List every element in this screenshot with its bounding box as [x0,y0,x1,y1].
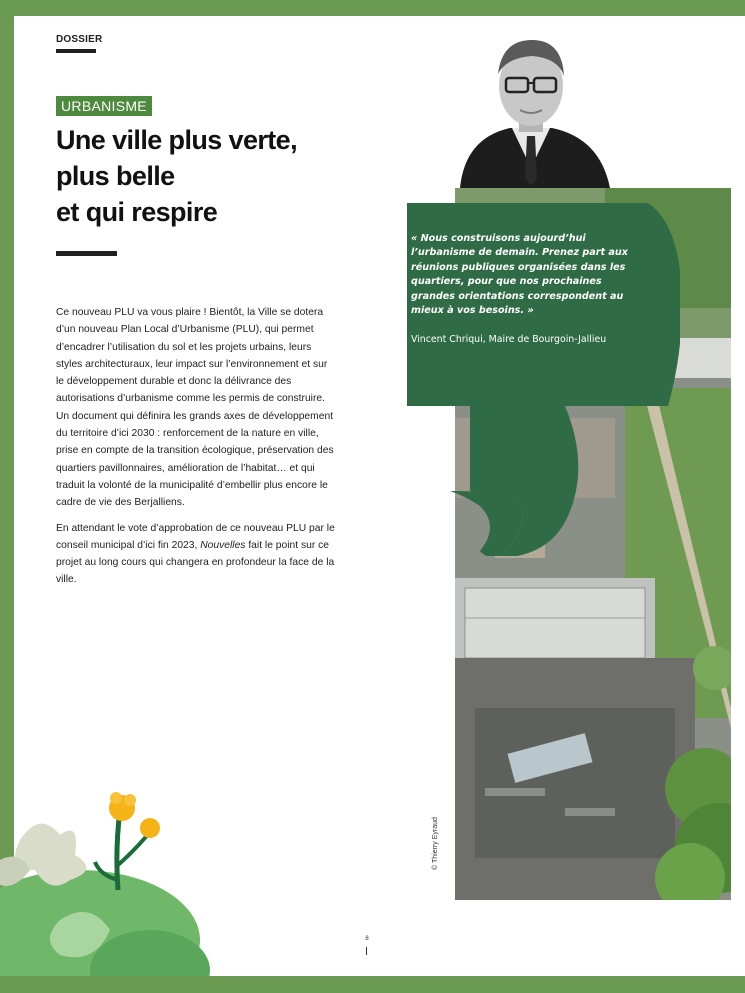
headline [56,122,376,230]
headline-line-1: Une ville plus verte, [56,125,297,155]
page-number-tick [366,947,367,955]
page-number: 8 [365,936,369,942]
paragraph-2-start: En attendant le vote d’approbation de ce nouveau PLU par le conseil municipal d’ici fin 2023, [56,522,335,551]
article-body [56,304,338,597]
headline-line-2: plus belle [56,161,175,191]
headline-line-3: et qui respire [56,197,218,227]
flower-decoration [0,770,210,976]
photo-credit: © Thierry Eyraud [432,817,439,870]
magazine-name: Nouvelles [200,539,246,551]
bottom-frame-bar [0,976,745,993]
quote-author: Vincent Chriqui, Maire de Bourgoin-Jallieu [411,334,607,345]
paragraph-2-end: fait le point sur ce projet au long cours qui changera en profondeur la face de la ville. [56,539,335,586]
topic-kicker: URBANISME [56,96,152,116]
paragraph-2 [56,520,338,589]
paragraph-1: Ce nouveau PLU va vous plaire ! Bientôt, la Ville se dotera d’un nouveau Plan Local d’Urbanisme (PLU), qui permet d’encadrer l’utilisation du sol et les projets urbains, leurs styles architecturaux, leur impact sur l’environnement et sur le développement durable et donc la délivrance des autorisations d’urbanisme comme les permis de construire. Un document qui définira les grands axes de développement du territoire d’ici 2030 : renforcement de la nature en ville, prise en compte de la transition écologique, préservation des quartiers pavillonnaires, amélioration de l’habitat… et qui traduit la volonté de la municipalité d’embellir plus encore le cadre de vie des Berjalliens. [56,307,334,509]
section-underline [56,49,96,53]
title-rule [56,251,117,256]
section-label: DOSSIER [56,34,103,45]
mayor-portrait [440,18,622,188]
mayor-quote: « Nous construisons aujourd’hui l’urbanisme de demain. Prenez part aux réunions publiques organisées dans les quartiers, pour que nos prochaines grandes orientations correspondent au mieux à vos besoins. » [411,233,628,317]
